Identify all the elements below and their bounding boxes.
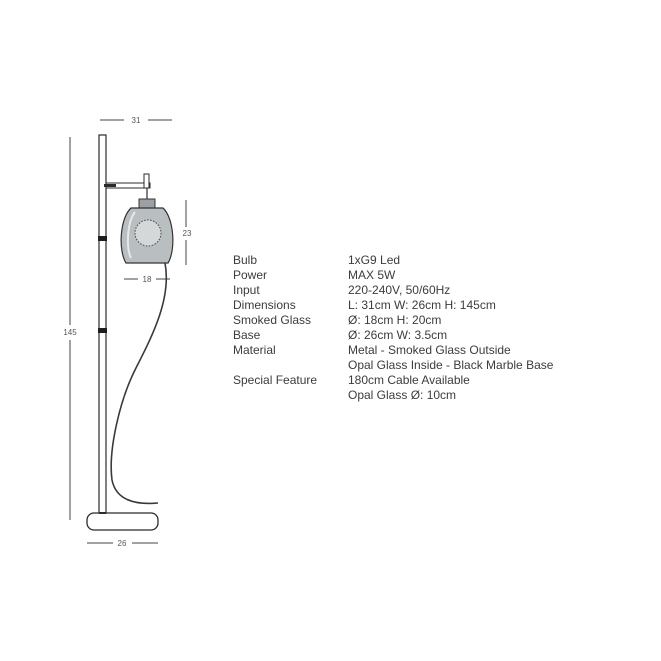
marble-base xyxy=(87,513,158,530)
spec-value: 220-240V, 50/60Hz xyxy=(348,283,451,297)
spec-value: Opal Glass Inside - Black Marble Base xyxy=(348,358,554,372)
spec-label: Special Feature xyxy=(233,373,318,387)
spec-value: L: 31cm W: 26cm H: 145cm xyxy=(348,298,496,312)
dimension-label-base-width: 26 xyxy=(117,539,127,548)
dimension-label-height: 145 xyxy=(63,328,77,337)
spec-value: 180cm Cable Available xyxy=(348,373,470,387)
spec-value: MAX 5W xyxy=(348,268,396,282)
spec-label: Bulb xyxy=(233,253,258,267)
spec-label: Material xyxy=(233,343,276,357)
smoked-glass-shade xyxy=(121,199,173,263)
dimension-base-width xyxy=(87,539,158,548)
spec-value: Ø: 26cm W: 3.5cm xyxy=(348,328,448,342)
dimension-label-width-top: 31 xyxy=(131,116,141,125)
spec-label: Dimensions xyxy=(233,298,296,312)
spec-value: 1xG9 Led xyxy=(348,253,401,267)
spec-label: Power xyxy=(233,268,268,282)
lamp-arm xyxy=(104,174,150,200)
spec-label: Base xyxy=(233,328,261,342)
power-cable xyxy=(111,263,166,503)
spec-value: Opal Glass Ø: 10cm xyxy=(348,388,457,402)
dimension-shade-diameter xyxy=(124,275,170,284)
dimension-width-top xyxy=(100,116,172,125)
spec-label: Input xyxy=(233,283,260,297)
dimension-label-shade-diameter: 18 xyxy=(142,275,152,284)
spec-value: Metal - Smoked Glass Outside xyxy=(348,343,511,357)
spec-value: Ø: 18cm H: 20cm xyxy=(348,313,442,327)
spec-label: Smoked Glass xyxy=(233,313,312,327)
dimension-label-shade-height: 23 xyxy=(182,229,192,238)
dimension-height-total xyxy=(63,137,77,520)
lamp-pole xyxy=(98,135,107,515)
dimension-shade-height xyxy=(183,200,192,265)
